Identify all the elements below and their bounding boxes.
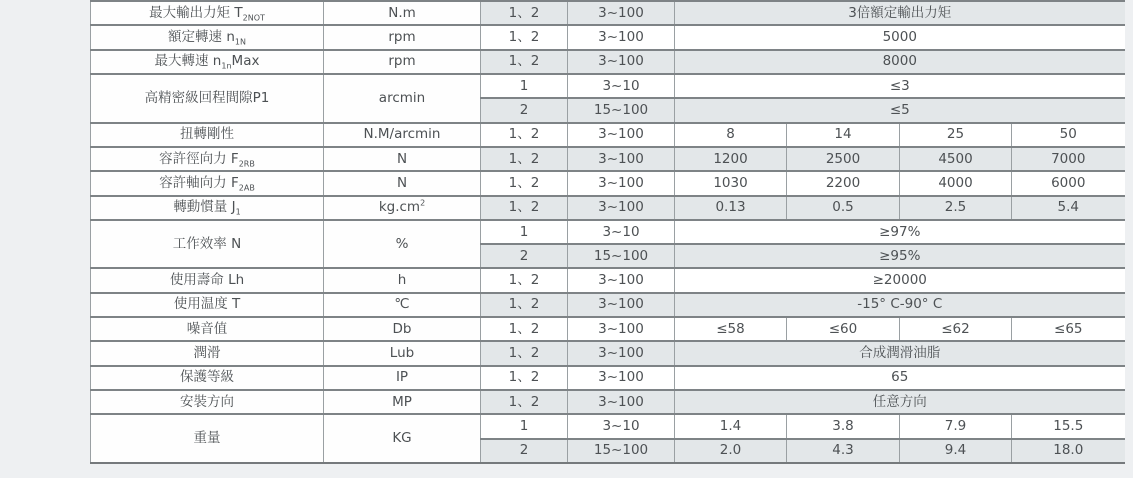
stage-cell: 1 (481, 220, 568, 244)
value-cell: ≤62 (900, 317, 1012, 341)
value-cell: ≥97% (675, 220, 1125, 244)
ratio-cell: 3~100 (568, 147, 675, 171)
param-cell (91, 147, 324, 171)
value-cell: 4.3 (787, 439, 900, 463)
value-cell: 8000 (675, 50, 1125, 74)
unit-cell (324, 341, 481, 365)
ratio-cell: 15~100 (568, 439, 675, 463)
param-label: 額定轉速 n (168, 29, 235, 46)
unit-cell (324, 268, 481, 292)
param-subscript: 2RB (238, 159, 255, 169)
stage-cell: 1、2 (481, 293, 568, 317)
param-cell (91, 123, 324, 147)
table-row (91, 268, 1125, 292)
param-label: 高精密級回程間隙P1 (144, 89, 270, 106)
ratio-cell: 3~10 (568, 74, 675, 98)
stage-cell: 1、2 (481, 171, 568, 195)
param-cell (91, 390, 324, 414)
param-label: 使用温度 T (173, 296, 241, 313)
unit-label: ℃ (394, 296, 410, 313)
table-row (91, 317, 1125, 341)
stage-cell: 1、2 (481, 196, 568, 220)
unit-label: IP (395, 369, 409, 386)
value-cell: ≤60 (787, 317, 900, 341)
stage-cell: 1、2 (481, 1, 568, 25)
param-subscript: 1 (235, 207, 241, 217)
unit-cell (324, 1, 481, 25)
stage-cell: 1、2 (481, 341, 568, 365)
ratio-cell: 3~100 (568, 196, 675, 220)
value-cell: 65 (675, 366, 1125, 390)
value-cell: ≥95% (675, 244, 1125, 268)
table-row (91, 25, 1125, 49)
value-cell: 15.5 (1012, 414, 1125, 438)
stage-cell: 1、2 (481, 317, 568, 341)
unit-cell (324, 317, 481, 341)
ratio-cell: 3~100 (568, 25, 675, 49)
stage-cell: 1、2 (481, 366, 568, 390)
unit-cell (324, 196, 481, 220)
unit-superscript: 2 (420, 198, 426, 208)
ratio-cell: 3~100 (568, 171, 675, 195)
value-cell: 7.9 (900, 414, 1012, 438)
param-cell (91, 171, 324, 195)
value-cell: 3倍額定輸出力矩 (675, 1, 1125, 25)
ratio-cell: 3~10 (568, 414, 675, 438)
ratio-cell: 3~100 (568, 293, 675, 317)
param-cell (91, 74, 324, 123)
table-row (91, 147, 1125, 171)
table-row (91, 74, 1125, 98)
unit-label: h (397, 272, 407, 289)
param-cell (91, 414, 324, 463)
table-row (91, 293, 1125, 317)
param-cell (91, 220, 324, 269)
unit-cell (324, 414, 481, 463)
param-cell (91, 1, 324, 25)
value-cell: 2.5 (900, 196, 1012, 220)
param-cell (91, 50, 324, 74)
param-label: 保護等級 (180, 369, 234, 386)
unit-label: Lub (389, 345, 415, 362)
unit-label: N (396, 174, 408, 191)
value-cell: 18.0 (1012, 439, 1125, 463)
unit-cell (324, 74, 481, 123)
value-cell: 1.4 (675, 414, 787, 438)
unit-label: % (395, 235, 409, 252)
unit-label: Db (392, 320, 412, 337)
value-cell: 2200 (787, 171, 900, 195)
param-cell (91, 317, 324, 341)
unit-label: arcmin (378, 89, 426, 106)
param-label-tail: Max (231, 53, 260, 70)
value-cell: 任意方向 (675, 390, 1125, 414)
param-label: 噪音值 (186, 320, 228, 337)
unit-label: N.M/arcmin (363, 126, 441, 143)
unit-cell (324, 171, 481, 195)
param-label: 容許軸向力 F (159, 174, 239, 191)
value-cell: ≤58 (675, 317, 787, 341)
value-cell: ≥20000 (675, 268, 1125, 292)
table-row (91, 123, 1125, 147)
value-cell: 0.5 (787, 196, 900, 220)
table-row (91, 1, 1125, 25)
ratio-cell: 15~100 (568, 98, 675, 122)
unit-cell (324, 50, 481, 74)
param-cell (91, 196, 324, 220)
param-label: 重量 (193, 430, 221, 447)
value-cell: ≤65 (1012, 317, 1125, 341)
param-subscript: 1N (234, 37, 246, 47)
stage-cell: 1、2 (481, 123, 568, 147)
value-cell: 8 (675, 123, 787, 147)
unit-label: N (396, 150, 408, 167)
spec-table-body (91, 1, 1125, 463)
value-cell: ≤3 (675, 74, 1125, 98)
unit-cell (324, 147, 481, 171)
value-cell: 3.8 (787, 414, 900, 438)
ratio-cell: 3~100 (568, 123, 675, 147)
unit-cell (324, 390, 481, 414)
value-cell: 14 (787, 123, 900, 147)
param-cell (91, 293, 324, 317)
stage-cell: 1 (481, 74, 568, 98)
ratio-cell: 15~100 (568, 244, 675, 268)
stage-cell: 1、2 (481, 147, 568, 171)
param-subscript: 2AB (238, 183, 255, 193)
param-cell (91, 25, 324, 49)
param-label: 扭轉剛性 (180, 126, 234, 143)
param-label: 工作效率 N (172, 235, 242, 252)
unit-label: rpm (388, 53, 416, 70)
ratio-cell: 3~10 (568, 220, 675, 244)
stage-cell: 2 (481, 98, 568, 122)
ratio-cell: 3~100 (568, 317, 675, 341)
value-cell: 0.13 (675, 196, 787, 220)
unit-label: MP (392, 393, 412, 410)
value-cell: 5.4 (1012, 196, 1125, 220)
unit-label: kg.cm (378, 199, 421, 216)
value-cell: -15° C-90° C (675, 293, 1125, 317)
param-label: 潤滑 (193, 345, 221, 362)
unit-label: KG (392, 430, 412, 447)
value-cell: ≤5 (675, 98, 1125, 122)
ratio-cell: 3~100 (568, 366, 675, 390)
value-cell: 6000 (1012, 171, 1125, 195)
stage-cell: 1 (481, 414, 568, 438)
param-label: 容許徑向力 F (159, 150, 239, 167)
param-cell (91, 341, 324, 365)
value-cell: 1030 (675, 171, 787, 195)
stage-cell: 2 (481, 439, 568, 463)
value-cell: 25 (900, 123, 1012, 147)
unit-label: rpm (388, 29, 416, 46)
ratio-cell: 3~100 (568, 268, 675, 292)
table-row (91, 171, 1125, 195)
ratio-cell: 3~100 (568, 1, 675, 25)
table-row (91, 366, 1125, 390)
ratio-cell: 3~100 (568, 50, 675, 74)
unit-cell (324, 293, 481, 317)
table-row (91, 390, 1125, 414)
param-cell (91, 366, 324, 390)
param-label: 使用壽命 Lh (169, 272, 245, 289)
value-cell: 2.0 (675, 439, 787, 463)
table-row (91, 50, 1125, 74)
param-label: 最大轉速 n (154, 53, 222, 70)
value-cell: 7000 (1012, 147, 1125, 171)
param-subscript: 1n (221, 62, 232, 72)
value-cell: 4000 (900, 171, 1012, 195)
stage-cell: 2 (481, 244, 568, 268)
value-cell: 50 (1012, 123, 1125, 147)
param-cell (91, 268, 324, 292)
table-row (91, 196, 1125, 220)
stage-cell: 1、2 (481, 268, 568, 292)
param-label: 安裝方向 (180, 393, 234, 410)
spec-table (90, 0, 1125, 464)
stage-cell: 1、2 (481, 50, 568, 74)
stage-cell: 1、2 (481, 25, 568, 49)
stage-cell: 1、2 (481, 390, 568, 414)
value-cell: 合成潤滑油脂 (675, 341, 1125, 365)
unit-cell (324, 366, 481, 390)
table-row (91, 414, 1125, 438)
ratio-cell: 3~100 (568, 390, 675, 414)
value-cell: 4500 (900, 147, 1012, 171)
unit-label: N.m (388, 4, 416, 21)
value-cell: 5000 (675, 25, 1125, 49)
ratio-cell: 3~100 (568, 341, 675, 365)
unit-cell (324, 220, 481, 269)
table-row (91, 341, 1125, 365)
table-row (91, 220, 1125, 244)
unit-cell (324, 25, 481, 49)
value-cell: 9.4 (900, 439, 1012, 463)
param-label: 最大輸出力矩 T (149, 4, 243, 21)
unit-cell (324, 123, 481, 147)
param-label: 轉動慣量 J (173, 199, 236, 216)
value-cell: 2500 (787, 147, 900, 171)
value-cell: 1200 (675, 147, 787, 171)
param-subscript: 2NOT (242, 13, 265, 23)
